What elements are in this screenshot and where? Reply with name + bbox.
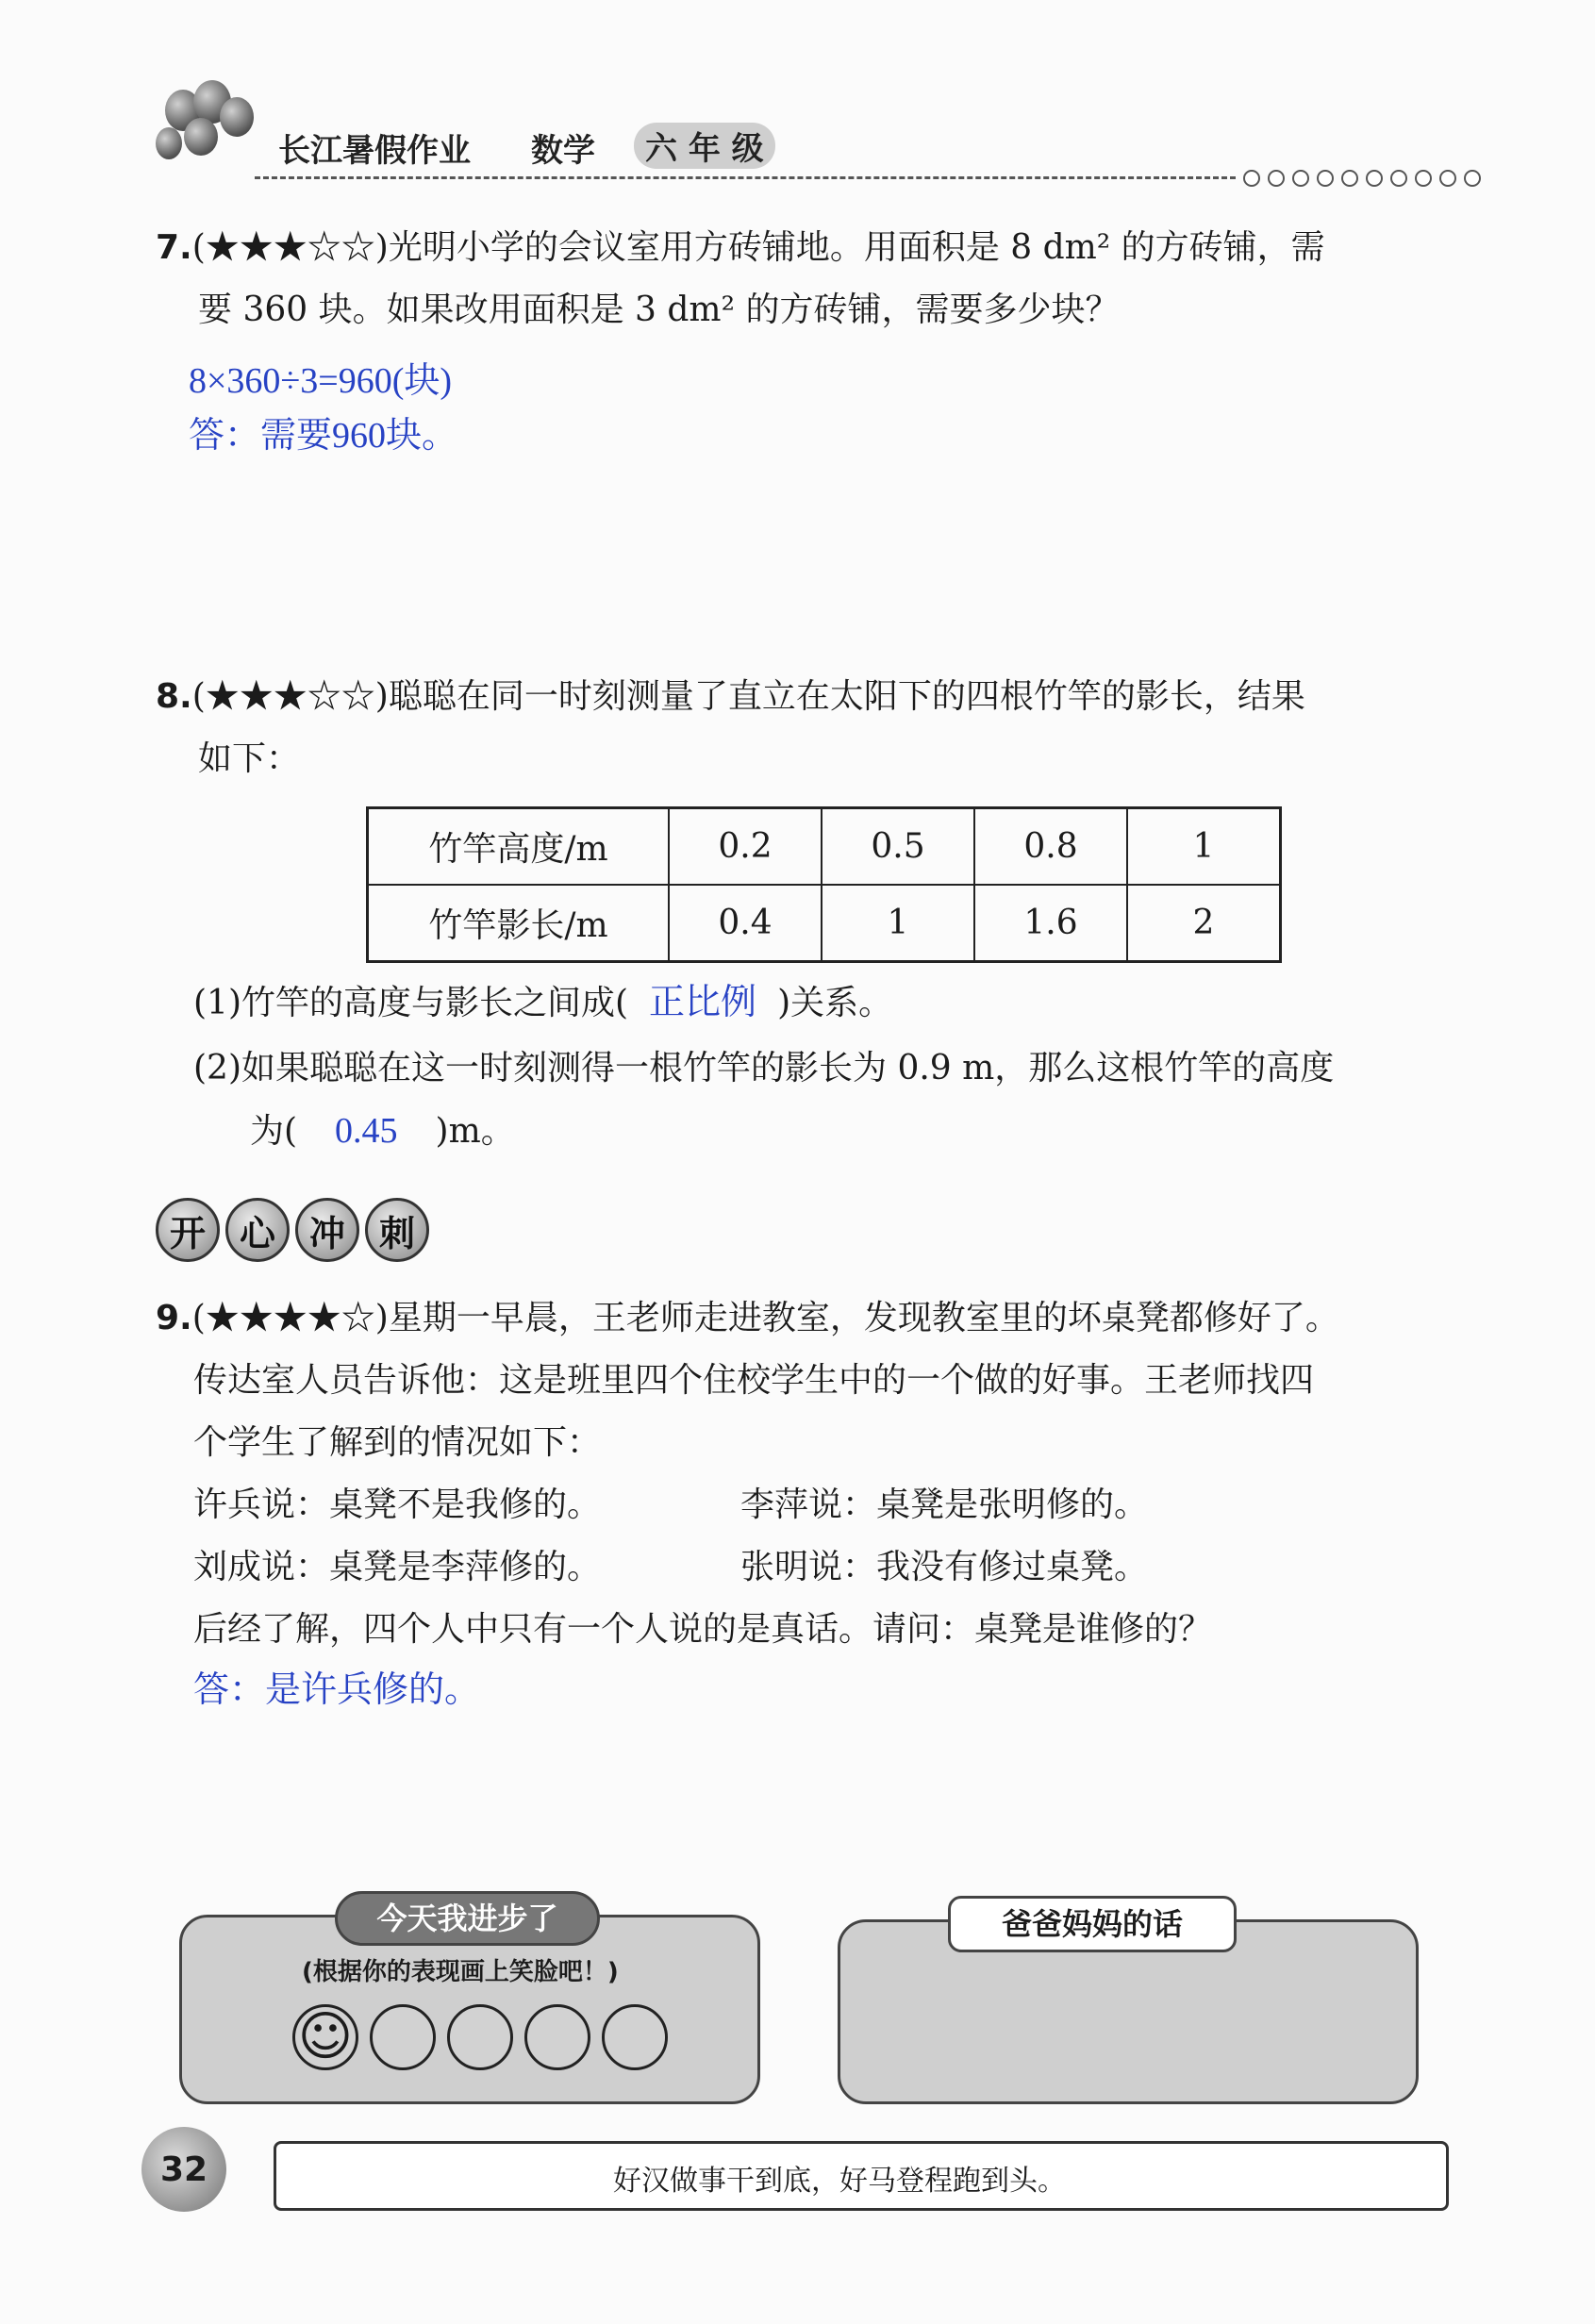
- question-8-sub-1-answer: 正比例: [649, 983, 757, 1022]
- header-dots-decoration: [1243, 170, 1481, 187]
- progress-box-title: 今天我进步了: [335, 1891, 600, 1946]
- table-cell: 1.6: [974, 885, 1127, 962]
- table-row: [368, 885, 1281, 962]
- header-divider: [255, 176, 1236, 179]
- table-row-label: 竹竿高度/m: [368, 808, 670, 886]
- bamboo-measurement-table: [366, 806, 1282, 963]
- page-number-badge: [141, 2127, 226, 2212]
- question-8-sub-1: [193, 971, 892, 1035]
- smiley-glyph: ☺: [297, 2006, 354, 2067]
- table-cell: 1: [822, 885, 974, 962]
- section-title-char: 心: [225, 1198, 290, 1262]
- statement-zhang-ming: 张明说：我没有修过桌凳。: [740, 1548, 1149, 1586]
- statement-xu-bing: 许兵说：桌凳不是我修的。: [193, 1486, 602, 1524]
- question-9-line-3: 个学生了解到的情况如下：: [193, 1423, 602, 1462]
- table-cell: 1: [1127, 808, 1281, 886]
- statement-li-ping: 李萍说：桌凳是张明修的。: [740, 1486, 1149, 1524]
- table-cell: 0.8: [974, 808, 1127, 886]
- question-8-number: 8.: [156, 677, 192, 716]
- question-9-line-1: 星期一早晨，王老师走进教室，发现教室里的坏桌凳都修好了。: [388, 1299, 1339, 1337]
- question-7-answer-calc: 8×360÷3=960(块): [189, 361, 453, 401]
- question-8-line-1: 聪聪在同一时刻测量了直立在太阳下的四根竹竿的影长，结果: [388, 677, 1305, 716]
- section-title: [156, 1198, 429, 1262]
- grade-label: 六 年 级: [634, 123, 775, 169]
- empty-face-circle[interactable]: [602, 2004, 668, 2070]
- question-9-number: 9.: [156, 1299, 192, 1337]
- question-7-number: 7.: [156, 228, 192, 267]
- statement-liu-cheng: 刘成说：桌凳是李萍修的。: [193, 1548, 602, 1586]
- question-8-line-2: 如下：: [198, 739, 301, 778]
- table-cell: 0.4: [669, 885, 822, 962]
- footer-motto: 好汉做事干到底，好马登程跑到头。: [613, 2165, 1066, 2198]
- table-cell: 0.5: [822, 808, 974, 886]
- table-cell: 2: [1127, 885, 1281, 962]
- question-7-stars: (★★★☆☆): [191, 228, 389, 267]
- question-8-stars: (★★★☆☆): [191, 677, 389, 716]
- section-title-char: 开: [156, 1198, 220, 1262]
- table-cell: 0.2: [669, 808, 822, 886]
- empty-face-circle[interactable]: [370, 2004, 436, 2070]
- question-7-answer-text: 答：需要960块。: [189, 416, 458, 456]
- question-9-line-2: 传达室人员告诉他：这是班里四个住校学生中的一个做的好事。王老师找四: [193, 1361, 1315, 1400]
- balloon-decoration-icon: [165, 80, 269, 174]
- progress-box-hint: (根据你的表现画上笑脸吧！): [302, 1958, 619, 1986]
- book-title: 长江暑假作业: [278, 132, 471, 170]
- empty-face-circle[interactable]: [524, 2004, 590, 2070]
- page-number: 32: [159, 2150, 208, 2189]
- question-8-sub-2: [193, 1038, 1334, 1163]
- question-8: [156, 666, 1305, 790]
- question-9: [156, 1287, 1339, 1661]
- table-row-label: 竹竿影长/m: [368, 885, 670, 962]
- smiley-row: [292, 2004, 668, 2070]
- question-8-sub-2-prefix: 为(: [250, 1112, 298, 1151]
- question-8-sub-1-suffix: )关系。: [777, 984, 893, 1022]
- question-9-line-4: 后经了解，四个人中只有一个人说的是真话。请问：桌凳是谁修的？: [193, 1610, 1213, 1649]
- question-7-line-1: 光明小学的会议室用方砖铺地。用面积是 8 dm² 的方砖铺，需: [388, 228, 1325, 267]
- question-8-sub-2-answer: 0.45: [335, 1111, 398, 1151]
- question-8-sub-1-prefix: (1)竹竿的高度与影长之间成(: [193, 984, 629, 1022]
- question-9-stars: (★★★★☆): [191, 1299, 389, 1337]
- section-title-char: 冲: [295, 1198, 359, 1262]
- smiley-face-icon[interactable]: [292, 2004, 358, 2070]
- question-8-sub-2-suffix: )m。: [435, 1112, 515, 1151]
- question-7-line-2: 要 360 块。如果改用面积是 3 dm² 的方砖铺，需要多少块？: [198, 290, 1120, 329]
- question-9-answer-text: 答：是许兵修的。: [193, 1670, 481, 1710]
- question-8-sub-2-line-1: (2)如果聪聪在这一时刻测得一根竹竿的影长为 0.9 m，那么这根竹竿的高度: [193, 1049, 1335, 1087]
- subject-label: 数学: [531, 132, 595, 170]
- question-7: [156, 217, 1325, 341]
- empty-face-circle[interactable]: [447, 2004, 513, 2070]
- section-title-char: 刺: [365, 1198, 429, 1262]
- parents-box-title: 爸爸妈妈的话: [948, 1896, 1237, 1952]
- header: [0, 0, 1595, 189]
- table-row: [368, 808, 1281, 886]
